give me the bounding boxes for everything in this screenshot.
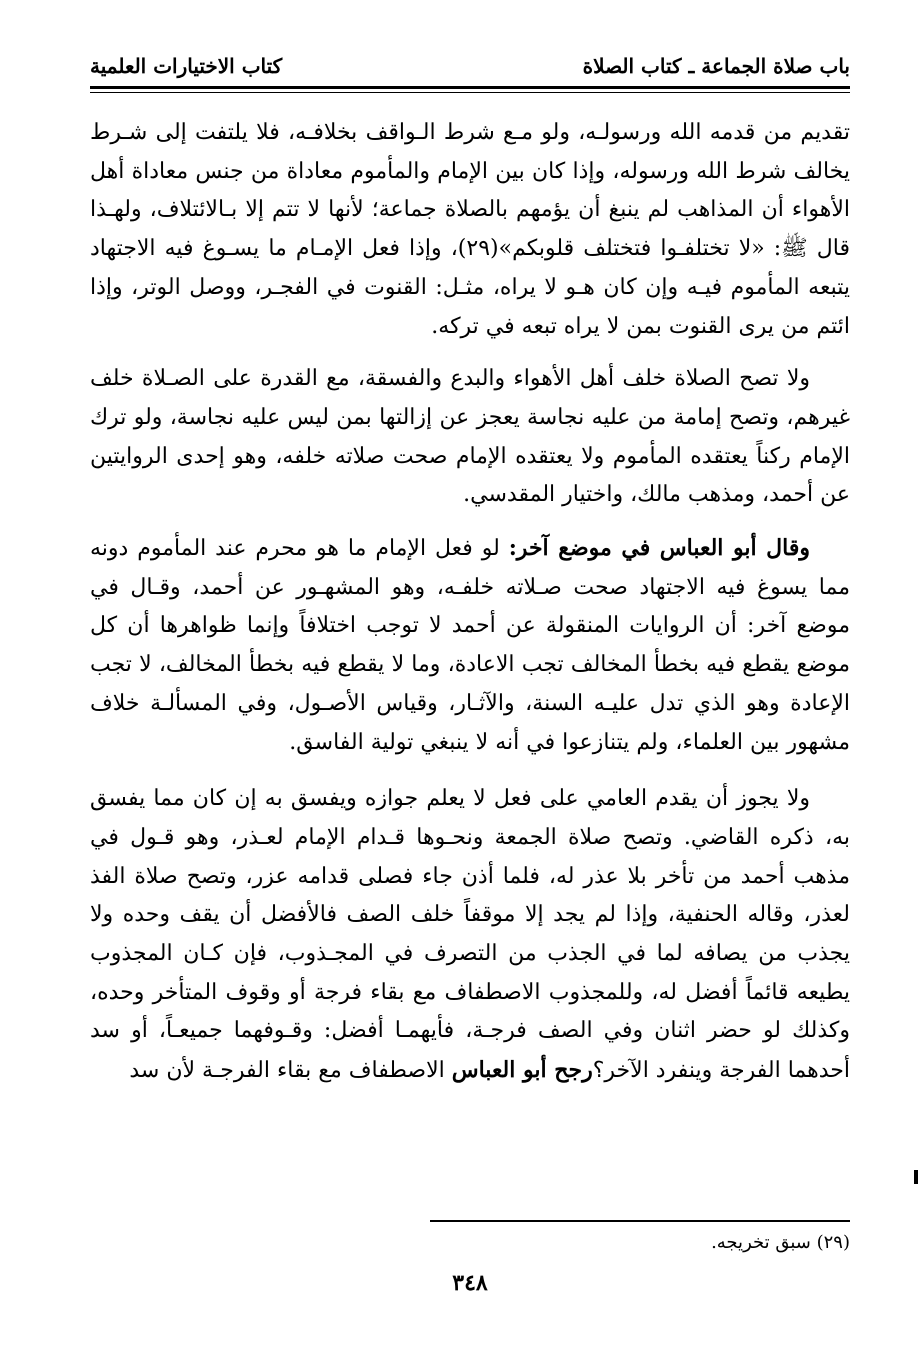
paragraph-1: تقديم من قدمه الله ورسولـه، ولو مـع شرط الـواقف بخلافـه، فلا يلتفت إلى شـرط يخالف شرط الله ورسوله، وإذا كان بين الإمام والمأموم معاداة من جنس معاداة أهل الأهواء أن المذاهب لم ينبغ أن يؤمهم بالصلاة جماعة؛ لأنها لا تتم إلا بـالائتلاف، ولهـذا قال ﷺ: «لا تختلفـوا فتختلف قلوبكم»(٢٩)، وإذا فعل الإمـام ما يسـوغ فيه الاجتهاد يتبعه المأموم فيـه وإن كان هـو لا يراه، مثـل: القنوت في الفجـر، ووصل الوتر، وإذا ائتم من يرى القنوت بمن لا يراه تبعه في تركه. bbox=[90, 120, 851, 339]
running-header bbox=[90, 50, 850, 90]
paragraph-2: ولا تصح الصلاة خلف أهل الأهواء والبدع والفسقة، مع القدرة على الصـلاة خلف غيرهم، وتصح إمامة من عليه نجاسة يعجز عن إزالتها بمن ليس عليه نجاسة، ولو ترك الإمام ركناً يعتقده المأموم ولا يعتقده الإمام صحت صلاته خلفه، وهو إحدى الروايتين عن أحمد، ومذهب مالك، واختيار المقدسي. bbox=[90, 366, 850, 508]
book-title: كتاب الاختيارات العلمية bbox=[90, 54, 283, 78]
footnote: (٢٩) سبق تخريجه. bbox=[711, 1232, 850, 1253]
main-text bbox=[90, 114, 850, 1091]
page-number: ٣٤٨ bbox=[452, 1270, 488, 1296]
paragraph-3-text: لو فعل الإمام ما هو محرم عند المأموم دونه مما يسوغ فيه الاجتهاد صحت صـلاته خلفـه، وهو المشهـور عن أحمد، وقـال في موضع آخر: أن الروايات المنقولة عن أحمد لا توجب اختلافاً وإنما ظواهرها أن كل موضع يقطع فيه بخطأ المخالف تجب الاعادة، وما لا يقطع فيه بخطأ المخالف، لا تجب الإعادة وهو الذي تدل عليـه السنة، والآثـار، وقياس الأصـول، وفي المسألـة خلاف مشهور بين العلماء، ولم يتنازعوا في أنه لا ينبغي تولية الفاسق. bbox=[90, 536, 850, 755]
paragraph-3 bbox=[90, 529, 850, 762]
header-rule-thin bbox=[90, 92, 850, 93]
paragraph-3-lead: وقال أبو العباس في موضع آخر: bbox=[508, 535, 810, 562]
paragraph-4-emphasis: رجح أبو العباس bbox=[451, 1057, 593, 1084]
paragraph-4-text-a: ولا يجوز أن يقدم العامي على فعل لا يعلم جوازه ويفسق به إن كان مما يفسق به، ذكره القاضي. وتصح صلاة الجمعة ونحـوها قـدام الإمام لعـذر، وهو قـول في مذهب أحمد من تأخر بلا عذر له، فلما أذن جاء فصلى قدامه عزر، وتصح صلاة الفذ لعذر، وقاله الحنفية، وإذا لم يجد إلا موقفاً خلف الصف فالأفضل أن يقف وحده ولا يجذب من يصافه لما في الجذب من التصرف في المجـذوب، فإن كـان المجذوب يطيعه قائماً أفضل له، وللمجذوب الاصطفاف مع بقاء فرجة أو وقوف المتأخر وحده، وكذلك لو حضر اثنان وفي الصف فرجـة، فأيهمـا أفضل: وقـوفهما جميعـاً، أو سد أحدهما الفرجة وينفرد الآخر؟ bbox=[90, 786, 850, 1084]
scan-edge-mark bbox=[914, 1170, 918, 1184]
book-page bbox=[90, 40, 850, 1340]
footnote-divider bbox=[430, 1220, 850, 1222]
paragraph-4 bbox=[90, 780, 850, 1091]
paragraph-4-text-b: الاصطفاف مع بقاء الفرجـة لأن سد bbox=[129, 1058, 452, 1084]
chapter-title: باب صلاة الجماعة ـ كتاب الصلاة bbox=[582, 54, 850, 78]
header-rule-thick bbox=[90, 86, 850, 89]
